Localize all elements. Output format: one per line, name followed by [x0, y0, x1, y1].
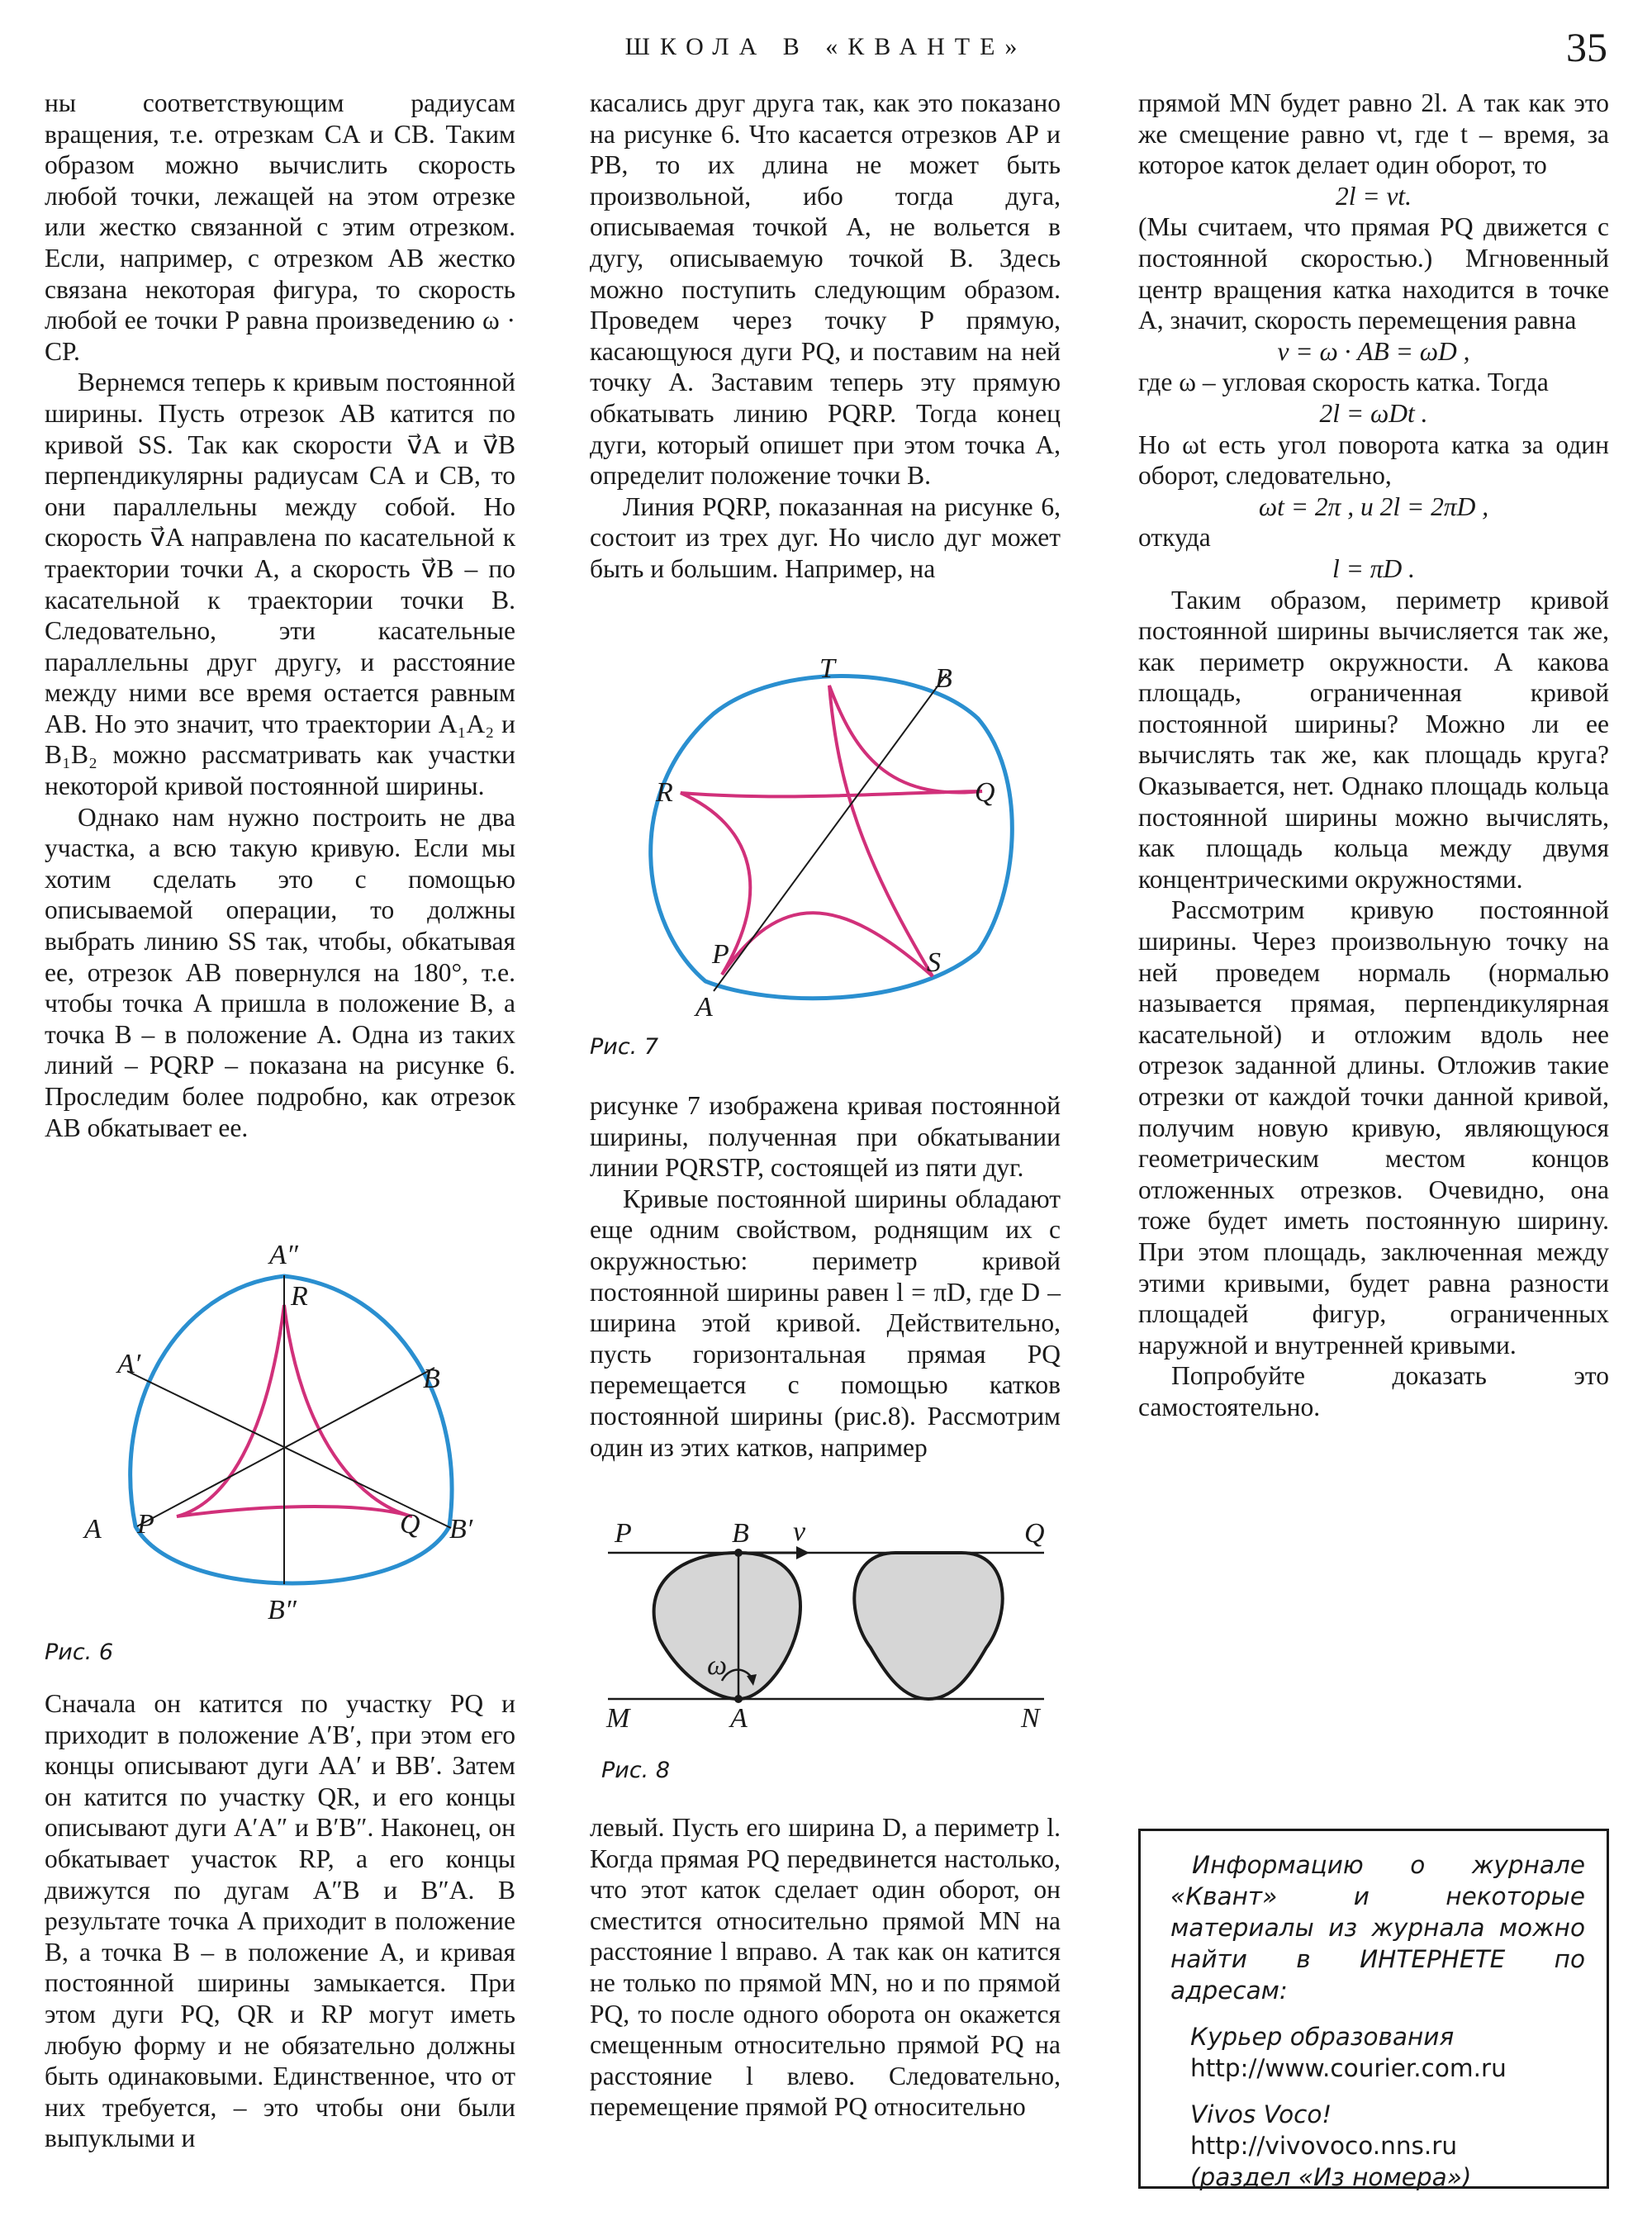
paragraph: Кривые постоянной ширины обладают еще одним свойством, роднящим их с окружностью: периметр кривой постоянной ширины равен l = πD, где D – ширина этой кривой. Действительно, пусть горизонтальная прямая PQ перемещается с помощью катков постоянной ширины (рис.8). Рассмотрим один из этих катков, например	[590, 1184, 1061, 1462]
point-a	[734, 1695, 743, 1703]
label-p: P	[137, 1509, 154, 1540]
formula: l = πD .	[1332, 553, 1416, 583]
info-box-intro: Информацию о журнале «Квант» и некоторые материалы из журнала можно найти в ИНТЕРНЕТЕ по адресам:	[1170, 1851, 1585, 2005]
paragraph: откуда	[1138, 523, 1211, 553]
info-box	[1138, 1829, 1609, 2189]
line-a1-b1	[127, 1371, 451, 1528]
line-a-b	[714, 674, 947, 991]
site-name: Курьер образования	[1190, 2023, 1455, 2051]
label-v: v	[793, 1516, 806, 1547]
formula: v = ω · AB = ωD ,	[1277, 336, 1470, 366]
velocity-arrow-head	[796, 1546, 809, 1559]
site-entry	[1190, 2099, 1607, 2193]
label-m: M	[606, 1703, 630, 1734]
label-p: P	[712, 939, 729, 970]
constant-width-curve-outer	[651, 676, 1013, 999]
paragraph: прямой MN будет равно 2l. А так как это же смещение равно vt, где t – время, за которое каток делает один оборот, то	[1138, 88, 1609, 180]
label-q: Q	[975, 777, 995, 808]
column-3	[1138, 88, 1609, 1423]
label-a: A	[695, 992, 713, 1023]
label-a-prime: A′	[117, 1349, 141, 1379]
figure-6-caption: Рис. 6	[45, 1639, 114, 1665]
section-title: ШКОЛА В «КВАНТЕ»	[624, 33, 1028, 60]
label-a: A	[84, 1514, 102, 1545]
formula: 2l = ωDt .	[1319, 398, 1428, 428]
column-1-continued	[45, 1688, 515, 2154]
label-n: N	[1021, 1703, 1040, 1734]
column-1	[45, 88, 515, 1143]
paragraph: левый. Пусть его ширина D, а периметр l. Когда прямая PQ передвинется настолько, что этот каток сделает один оборот, он сместится относительно прямой MN на расстояние l вправо. А так как он катится не только по прямой MN, но и по прямой PQ, то после одного оборота он окажется смещенным относительно прямой PQ на расстояние l влево. Следовательно, перемещение прямой PQ относительно	[590, 1813, 1061, 2122]
label-r: R	[656, 777, 673, 808]
label-b: B	[935, 663, 952, 694]
curve-pqr	[177, 1305, 412, 1516]
paragraph: Однако нам нужно построить не два участка, а всю такую кривую. Если мы хотим сделать это с помощью описываемой операции, то должны выбрать линию SS так, чтобы, обкатывая ее, отрезок AB повернулся на 180°, т.е. чтобы точка A пришла в положение B, а точка B – в положение A. Одна из таких линий – PQRP – показана на рисунке 6. Проследим более подробно, как отрезок AB обкатывает ее.	[45, 802, 515, 1142]
paragraph: Но ωt есть угол поворота катка за один оборот, следовательно,	[1138, 429, 1609, 491]
point-b	[734, 1549, 743, 1557]
figure-7-caption: Рис. 7	[590, 1034, 659, 1060]
site-name: Vivos Voco!	[1190, 2100, 1332, 2128]
site-url-link[interactable]: http://www.courier.com.ru	[1190, 2054, 1507, 2082]
label-b-double-prime: B″	[268, 1595, 297, 1625]
figure-7	[590, 644, 1061, 1024]
paragraph: Попробуйте доказать это самостоятельно.	[1138, 1361, 1609, 1421]
paragraph: Таким образом, периметр кривой постоянной ширины вычисляется так же, как периметр окружности. А какова площадь, ограниченная кривой постоянной ширины? Можно ли ее вычислять так же, как площадь круга? Оказывается, нет. Однако площадь кольца постоянной ширины можно вычислять, как площадь кольца между двумя концентрическими окружностями.	[1138, 585, 1609, 894]
paragraph: где ω – угловая скорость катка. Тогда	[1138, 368, 1549, 397]
paragraph: Вернемся теперь к кривым постоянной ширины. Пусть отрезок AB катится по кривой SS. Так как скорости v⃗A и v⃗B перпендикулярны радиусам CA и CB, то они параллельны между собой. Но скорость v⃗A направлена по касательной к траектории точки A, а скорость v⃗B – по касательной к траектории точки B. Следовательно, эти касательные параллельны друг другу, и расстояние между ними все время остается равным AB. Но это значит, что траектории A₁A₂ и B₁B₂ можно рассматривать как участки некоторой кривой постоянной ширины.	[45, 368, 515, 801]
label-s: S	[927, 947, 941, 978]
label-omega: ω	[707, 1650, 728, 1681]
paragraph: рисунке 7 изображена кривая постоянной ширины, полученная при обкатывании линии PQRSTP, состоящей из пяти дуг.	[590, 1091, 1061, 1183]
roller-left	[654, 1553, 800, 1699]
column-2-continued	[590, 1090, 1061, 1463]
figure-6	[45, 1239, 515, 1635]
label-r: R	[291, 1281, 308, 1312]
column-2	[590, 88, 1061, 585]
label-q: Q	[400, 1509, 420, 1540]
site-note: (раздел «Из номера»)	[1190, 2163, 1472, 2191]
paragraph: Линия PQRP, показанная на рисунке 6, состоит из трех дуг. Но число дуг может быть и большим. Например, на	[590, 491, 1061, 583]
paragraph: касались друг друга так, как это показано на рисунке 6. Что касается отрезков AP и PB, то их длина не может быть произвольной, ибо тогда дуга, описываемая точкой A, не вольется в дугу, описываемую точкой B. Здесь можно поступить следующим образом. Проведем через точку P прямую, касающуюся дуги PQ, и поставим на ней точку A. Заставим теперь эту прямую обкатывать линию PQRP. Тогда конец дуги, который опишет при этом точка A, определит положение точки B.	[590, 88, 1061, 491]
figure-8	[590, 1516, 1061, 1739]
label-a-double-prime: A″	[269, 1240, 298, 1270]
formula: 2l = vt.	[1335, 181, 1412, 211]
page-number: 35	[1566, 24, 1607, 70]
label-q: Q	[1024, 1518, 1045, 1549]
label-b: B	[732, 1518, 749, 1549]
paragraph: ны соответствующим радиусам вращения, т.е. отрезкам CA и CB. Таким образом можно вычислить скорость любой точки, лежащей на этом отрезке или жестко связанной с этим отрезком. Если, например, с отрезком AB жестко связана некоторая фигура, то скорость любой ее точки P равна произведению ω · CP.	[45, 88, 515, 366]
label-p: P	[615, 1518, 632, 1549]
paragraph: Рассмотрим кривую постоянной ширины. Через произвольную точку на ней проведем нормаль (нормалью называется прямая, перпендикулярная касательной) и отложим вдоль нее отрезок заданной длины. Отложив такие отрезки от каждой точки данной кривой, получим новую кривую, являющуюся геометрическим местом концов отложенных отрезков. Очевидно, она тоже будет иметь постоянную ширину. При этом площадь, заключенная между этими кривыми, будет равна разности площадей фигур, ограниченных наружной и внутренней кривыми.	[1138, 895, 1609, 1359]
label-b: B	[423, 1364, 440, 1394]
roller-right	[854, 1553, 1002, 1699]
site-entry	[1190, 2021, 1607, 2084]
label-a: A	[730, 1703, 748, 1734]
site-url-link[interactable]: http://vivovoco.nns.ru	[1190, 2132, 1458, 2160]
paragraph: Сначала он катится по участку PQ и приходит в положение A′B′, при этом его концы описывают дуги AA′ и BB′. Затем он катится по участку QR, и его концы описывают дуги A′A″ и B′B″. Наконец, он обкатывает участок RP, а его концы движутся по дугам A″B и B″A. В результате точка A приходит в положение B, а точка B – в положение A, и кривая постоянной ширины замыкается. При этом дуги PQ, QR и RP могут иметь любую форму и не обязательно должны быть одинаковыми. Единственное, что от них требуется, – это чтобы они были выпуклыми и	[45, 1689, 515, 2153]
label-b-prime: B′	[449, 1514, 473, 1545]
column-2-continued-2	[590, 1812, 1061, 2123]
paragraph: (Мы считаем, что прямая PQ движется с постоянной скоростью.) Мгновенный центр вращения катка находится в точке A, значит, скорость перемещения равна	[1138, 212, 1609, 335]
label-t: T	[819, 653, 835, 684]
figure-8-caption: Рис. 8	[601, 1758, 671, 1783]
formula: ωt = 2π , и 2l = 2πD ,	[1258, 491, 1489, 521]
